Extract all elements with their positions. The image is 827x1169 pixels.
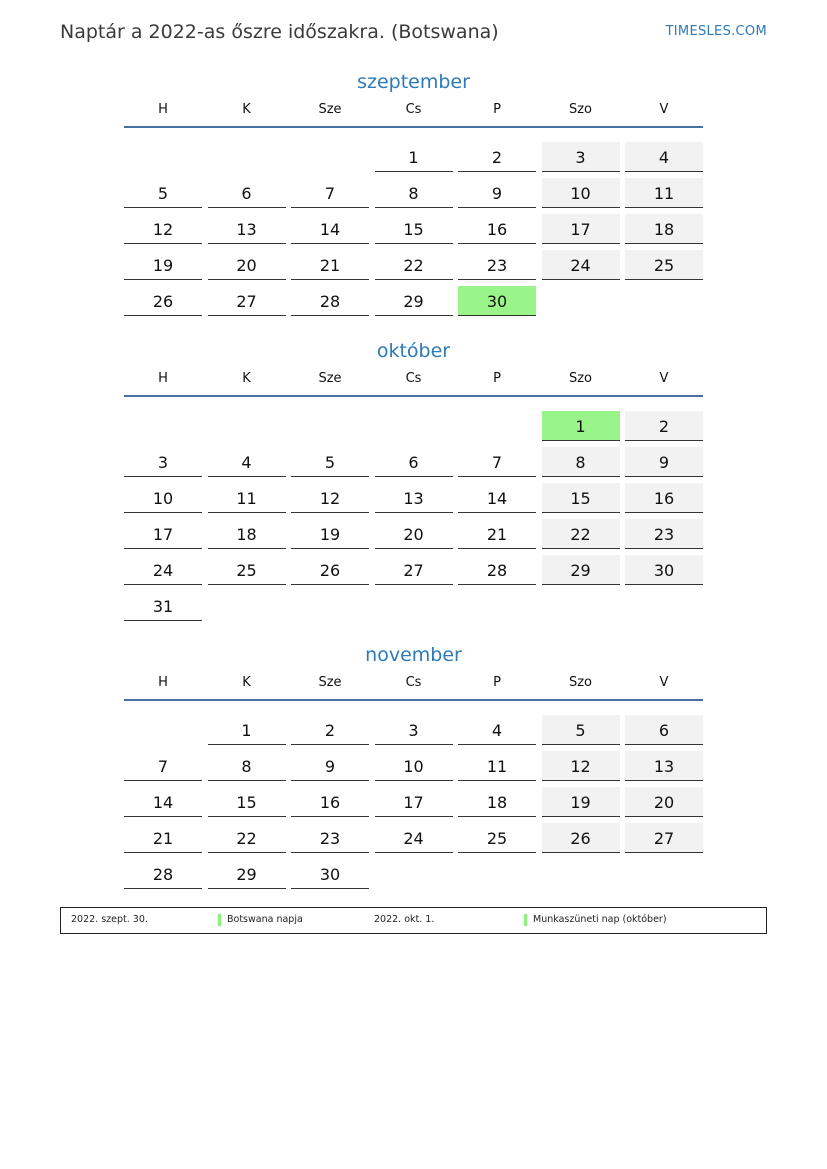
day-cell: 4	[208, 447, 286, 477]
day-cell: 1	[208, 715, 286, 745]
day-cell: 7	[124, 751, 202, 781]
day-cell: 25	[208, 555, 286, 585]
month-name: november	[365, 644, 462, 666]
weekday-label: Cs	[405, 371, 422, 386]
weekday-label: V	[659, 675, 669, 690]
weekday-label: V	[659, 102, 669, 117]
day-cell: 21	[458, 519, 536, 549]
weekday-label: V	[659, 371, 669, 386]
day-cell: 18	[458, 787, 536, 817]
header-rule	[124, 699, 703, 701]
weekday-label: K	[242, 371, 251, 386]
day-cell: 12	[124, 214, 202, 244]
holiday-color-marker	[524, 914, 527, 926]
day-cell: 13	[375, 483, 453, 513]
weekday-label: Sze	[318, 371, 342, 386]
day-cell: 21	[124, 823, 202, 853]
day-cell: 25	[458, 823, 536, 853]
day-cell: 10	[375, 751, 453, 781]
day-cell: 30	[625, 555, 703, 585]
day-cell: 28	[124, 859, 202, 889]
day-cell: 8	[208, 751, 286, 781]
legend-date: 2022. okt. 1.	[374, 914, 435, 925]
page-title: Naptár a 2022-as őszre időszakra. (Botswana)	[60, 21, 499, 43]
day-cell: 23	[291, 823, 369, 853]
day-cell: 21	[291, 250, 369, 280]
day-cell: 19	[124, 250, 202, 280]
day-cell: 14	[124, 787, 202, 817]
day-cell: 11	[625, 178, 703, 208]
weekday-label: Szo	[568, 371, 593, 386]
day-cell: 17	[124, 519, 202, 549]
day-cell: 9	[458, 178, 536, 208]
day-cell: 3	[542, 142, 620, 172]
day-cell: 23	[625, 519, 703, 549]
day-cell: 8	[542, 447, 620, 477]
day-cell: 26	[291, 555, 369, 585]
day-cell: 12	[291, 483, 369, 513]
day-cell: 3	[124, 447, 202, 477]
weekday-header-row	[124, 673, 703, 693]
weekday-label: P	[493, 675, 501, 690]
weekday-label: P	[493, 371, 501, 386]
day-cell: 2	[458, 142, 536, 172]
day-cell: 17	[375, 787, 453, 817]
weekday-label: Sze	[318, 102, 342, 117]
legend-holiday-name: Botswana napja	[227, 914, 303, 925]
weekday-label: Szo	[568, 675, 593, 690]
day-cell: 26	[542, 823, 620, 853]
day-cell: 6	[375, 447, 453, 477]
day-cell: 18	[208, 519, 286, 549]
holiday-day-cell: 30	[458, 286, 536, 316]
weekday-header-row	[124, 100, 703, 120]
day-cell: 3	[375, 715, 453, 745]
day-cell: 30	[291, 859, 369, 889]
day-cell: 10	[124, 483, 202, 513]
day-cell: 17	[542, 214, 620, 244]
day-cell: 2	[625, 411, 703, 441]
day-cell: 10	[542, 178, 620, 208]
day-cell: 5	[291, 447, 369, 477]
day-cell: 11	[208, 483, 286, 513]
day-cell: 13	[625, 751, 703, 781]
month-name: október	[376, 340, 451, 362]
day-cell: 29	[208, 859, 286, 889]
day-cell: 1	[375, 142, 453, 172]
holiday-color-marker	[218, 914, 221, 926]
day-cell: 8	[375, 178, 453, 208]
day-cell: 25	[625, 250, 703, 280]
day-cell: 27	[625, 823, 703, 853]
day-cell: 6	[625, 715, 703, 745]
day-cell: 18	[625, 214, 703, 244]
day-cell: 27	[375, 555, 453, 585]
day-cell: 22	[208, 823, 286, 853]
day-cell: 5	[542, 715, 620, 745]
day-cell: 14	[291, 214, 369, 244]
holiday-day-cell: 1	[542, 411, 620, 441]
weekday-label: P	[493, 102, 501, 117]
day-cell: 15	[375, 214, 453, 244]
legend-holiday-name: Munkaszüneti nap (október)	[533, 914, 667, 925]
day-cell: 26	[124, 286, 202, 316]
day-cell: 31	[124, 591, 202, 621]
day-cell: 16	[458, 214, 536, 244]
weekday-label: H	[158, 371, 168, 386]
day-cell: 7	[291, 178, 369, 208]
day-cell: 11	[458, 751, 536, 781]
weekday-label: H	[158, 675, 168, 690]
day-cell: 20	[375, 519, 453, 549]
day-cell: 16	[625, 483, 703, 513]
weekday-header-row	[124, 369, 703, 389]
day-cell: 24	[542, 250, 620, 280]
weekday-label: K	[242, 675, 251, 690]
day-cell: 4	[625, 142, 703, 172]
day-cell: 13	[208, 214, 286, 244]
day-cell: 23	[458, 250, 536, 280]
day-cell: 5	[124, 178, 202, 208]
day-cell: 29	[542, 555, 620, 585]
day-cell: 22	[542, 519, 620, 549]
weekday-label: Cs	[405, 675, 422, 690]
day-cell: 15	[208, 787, 286, 817]
day-cell: 20	[208, 250, 286, 280]
day-cell: 28	[458, 555, 536, 585]
day-cell: 22	[375, 250, 453, 280]
day-cell: 29	[375, 286, 453, 316]
day-cell: 24	[124, 555, 202, 585]
day-cell: 12	[542, 751, 620, 781]
weekday-label: Cs	[405, 102, 422, 117]
weekday-label: Sze	[318, 675, 342, 690]
weekday-label: Szo	[568, 102, 593, 117]
legend-date: 2022. szept. 30.	[71, 914, 148, 925]
day-cell: 27	[208, 286, 286, 316]
day-cell: 20	[625, 787, 703, 817]
day-cell: 19	[542, 787, 620, 817]
header-rule	[124, 126, 703, 128]
day-cell: 7	[458, 447, 536, 477]
brand-link[interactable]: TIMESLES.COM	[665, 24, 767, 39]
day-cell: 4	[458, 715, 536, 745]
weekday-label: H	[158, 102, 168, 117]
day-cell: 28	[291, 286, 369, 316]
day-cell: 6	[208, 178, 286, 208]
day-cell: 9	[291, 751, 369, 781]
holiday-legend	[60, 907, 767, 934]
day-cell: 16	[291, 787, 369, 817]
day-cell: 19	[291, 519, 369, 549]
month-name: szeptember	[357, 71, 470, 93]
day-cell: 2	[291, 715, 369, 745]
weekday-label: K	[242, 102, 251, 117]
day-cell: 9	[625, 447, 703, 477]
header-rule	[124, 395, 703, 397]
day-cell: 24	[375, 823, 453, 853]
day-cell: 15	[542, 483, 620, 513]
day-cell: 14	[458, 483, 536, 513]
